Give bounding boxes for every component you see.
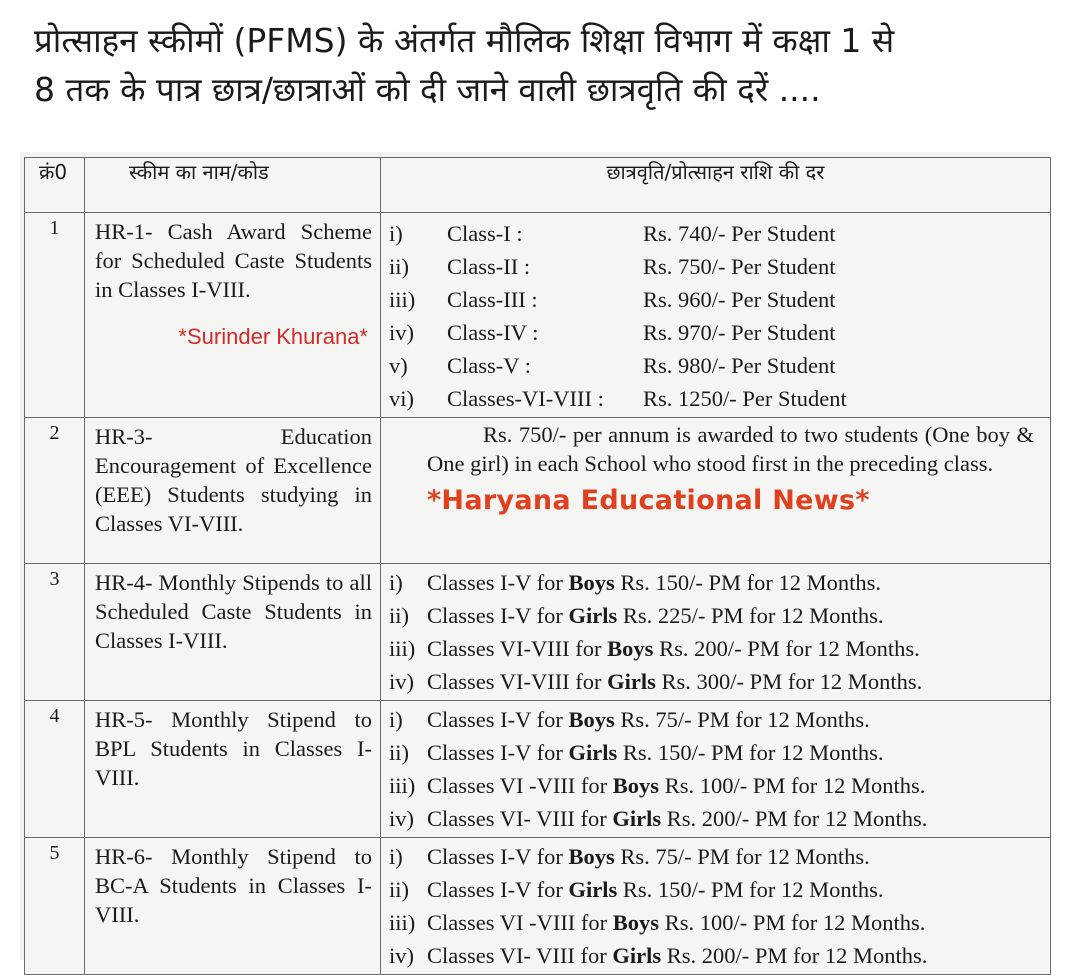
scheme-cell (85, 213, 381, 418)
row-serial: 3 (25, 564, 85, 701)
stipend-cell (381, 564, 1051, 701)
stipend-line: iv) Classes VI- VIII for Girls Rs. 200/- PM for 12 Months. (389, 943, 928, 968)
header-serial: क्रं0 (25, 158, 85, 213)
watermark-haryana-educational-news: *Haryana Educational News* (427, 485, 870, 516)
scheme-name: HR-4- Monthly Stipends to all Scheduled Caste Students in Classes I-VIII. (85, 564, 381, 701)
table-row (25, 564, 1051, 701)
stipend-line: ii) Classes I-V for Girls Rs. 150/- PM for 12 Months. (389, 877, 884, 902)
heading-line-2: 8 तक के पात्र छात्र/छात्राओं को दी जाने वाली छात्रवृति की दरें .... (34, 70, 821, 109)
stipend-line: iii) Classes VI -VIII for Boys Rs. 100/- PM for 12 Months. (389, 910, 926, 935)
stipend-line: ii) Classes I-V for Girls Rs. 150/- PM for 12 Months. (389, 740, 884, 765)
table-row (25, 213, 1051, 418)
row-serial: 1 (25, 213, 85, 418)
stipend-cell (381, 838, 1051, 975)
table-row (25, 838, 1051, 975)
table-header-row (25, 158, 1051, 213)
row-serial: 2 (25, 418, 85, 564)
heading-line-1: प्रोत्साहन स्कीमों (PFMS) के अंतर्गत मौलिक शिक्षा विभाग में कक्षा 1 से (34, 21, 895, 60)
rate-line: vi) Classes-VI-VIII : Rs. 1250/- Per Student (389, 386, 847, 411)
rate-line: ii) Class-II : Rs. 750/- Per Student (389, 254, 836, 279)
eee-description: Rs. 750/- per annum is awarded to two students (One boy & One girl) in each School who stood first in the preceding class. (427, 422, 1034, 476)
stipend-line: i) Classes I-V for Boys Rs. 150/- PM for 12 Months. (389, 570, 881, 595)
description-cell (381, 418, 1051, 564)
row-serial: 4 (25, 701, 85, 838)
scheme-name: HR-5- Monthly Stipend to BPL Students in Classes I-VIII. (85, 701, 381, 838)
stipend-line: iv) Classes VI- VIII for Girls Rs. 200/- PM for 12 Months. (389, 806, 928, 831)
stipend-line: ii) Classes I-V for Girls Rs. 225/- PM for 12 Months. (389, 603, 884, 628)
stipend-line: iv) Classes VI-VIII for Girls Rs. 300/- PM for 12 Months. (389, 669, 923, 694)
row-serial: 5 (25, 838, 85, 975)
header-rate: छात्रवृति/प्रोत्साहन राशि की दर (381, 158, 1051, 213)
scheme-name: HR-6- Monthly Stipend to BC-A Students in Classes I-VIII. (85, 838, 381, 975)
rate-line: iv) Class-IV : Rs. 970/- Per Student (389, 320, 836, 345)
rate-line: v) Class-V : Rs. 980/- Per Student (389, 353, 836, 378)
stipend-cell (381, 701, 1051, 838)
stipend-line: iii) Classes VI -VIII for Boys Rs. 100/- PM for 12 Months. (389, 773, 926, 798)
table-row (25, 701, 1051, 838)
stipend-line: iii) Classes VI-VIII for Boys Rs. 200/- PM for 12 Months. (389, 636, 920, 661)
scheme-name: HR-1- Cash Award Scheme for Scheduled Caste Students in Classes I-VIII. (95, 219, 372, 302)
scheme-name: HR-3- Education Encouragement of Excellence (EEE) Students studying in Classes VI-VIII. (85, 418, 381, 564)
watermark-surinder-khurana: *Surinder Khurana* (178, 324, 368, 349)
rate-line: iii) Class-III : Rs. 960/- Per Student (389, 287, 836, 312)
rate-line: i) Class-I : Rs. 740/- Per Student (389, 221, 836, 246)
header-scheme-name: स्कीम का नाम/कोड (85, 158, 381, 213)
scholarship-rates-table (24, 157, 1051, 975)
stipend-line: i) Classes I-V for Boys Rs. 75/- PM for 12 Months. (389, 844, 870, 869)
stipend-line: i) Classes I-V for Boys Rs. 75/- PM for 12 Months. (389, 707, 870, 732)
rates-cell (381, 213, 1051, 418)
table-row (25, 418, 1051, 564)
page-heading (34, 16, 1044, 114)
